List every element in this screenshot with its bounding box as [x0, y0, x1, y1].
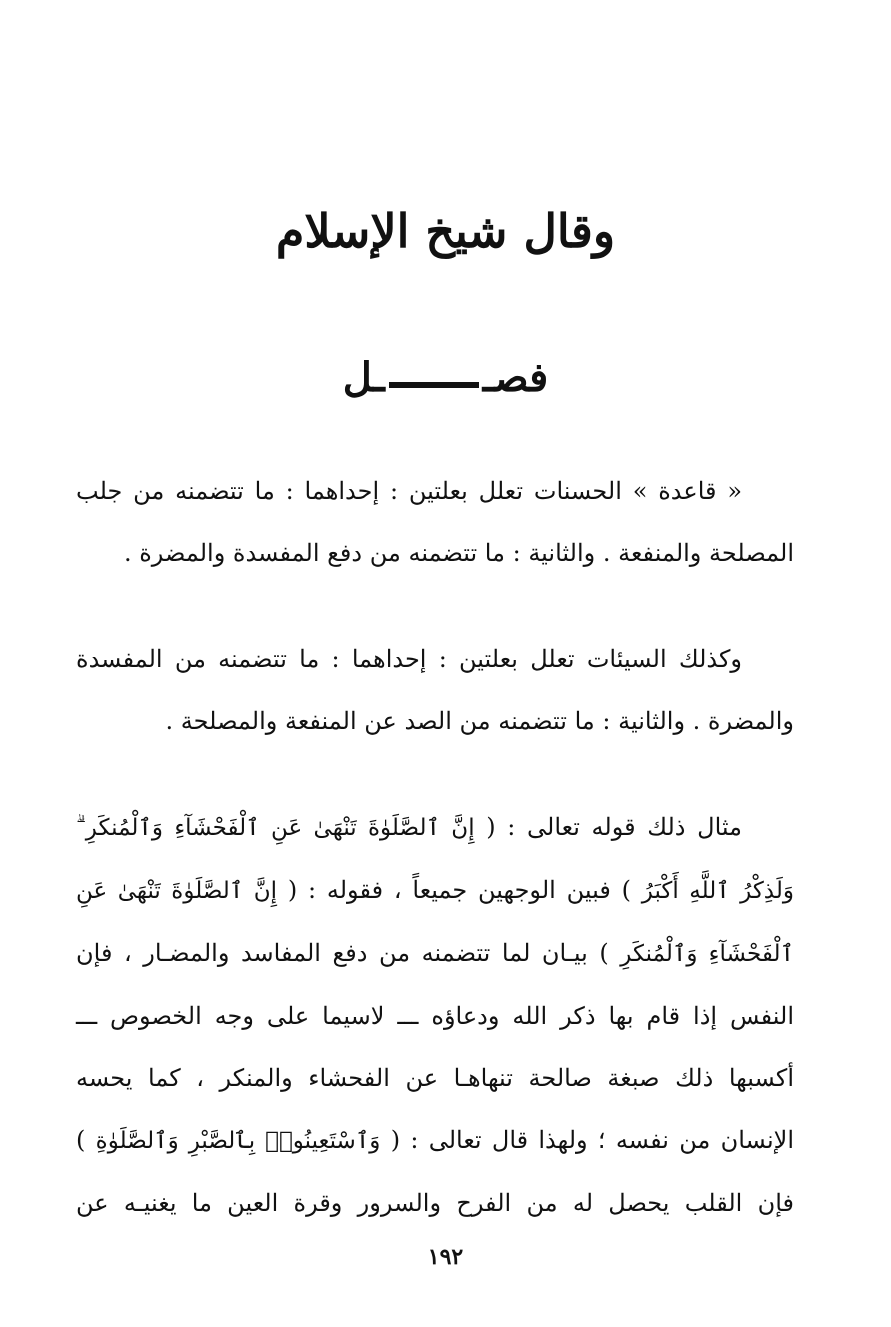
- page-title: وقال شيخ الإسلام: [275, 204, 616, 258]
- quran-verse: إِنَّ ٱلصَّلَوٰةَ تَنْهَىٰ عَنِ ٱلْفَحْشَآءِ وَٱلْمُنكَرِ ۗ وَلَذِكْرُ ٱللَّهِ أَكْبَرُ: [76, 815, 794, 904]
- paragraph-text: وكذلك السيئات تعلل بعلتين : إحداهما : ما تتضمنه من المفسدة والمضرة . والثانية : ما تتضمنه من الصد عن المنفعة والمصلحة .: [76, 645, 794, 735]
- paragraph-example: [76, 796, 794, 1234]
- quran-verse: إِنَّ ٱلصَّلَوٰةَ تَنْهَىٰ عَنِ ٱلْفَحْشَآءِ وَٱلْمُنكَرِ: [76, 878, 794, 967]
- section-heading-start: فصـ: [482, 354, 549, 401]
- quran-verse: وَٱسْتَعِينُوا۟ بِٱلصَّبْرِ وَٱلصَّلَوٰةِ: [95, 1128, 381, 1154]
- paragraph-text-middle: ) بيـان لما تتضمنه من دفع المفاسد والمضـار ، فإن النفس إذا قام بها ذكر الله ودعاؤه ـــ لاسيما على وجه الخصوص ـــ أكسبها ذلك صبغة صالحة تنهاهـا عن الفحشاء والمنكر ، كما يحسه الإنسان من نفسه ؛ ولهذا قال تعالى : (: [76, 939, 794, 1154]
- paragraph-text-after: ) فإن القلب يحصل له من الفرح والسرور وقرة العين ما يغنيـه عن: [76, 1126, 795, 1217]
- paragraph-evils: [76, 628, 794, 752]
- section-heading-end: ـل: [342, 354, 385, 401]
- heading-kashida-bar: [389, 382, 479, 388]
- body-text: [76, 460, 794, 1234]
- paragraph-text: « قاعدة » الحسنات تعلل بعلتين : إحداهما : ما تتضمنه من جلب المصلحة والمنفعة . والثانية : ما تتضمنه من دفع المفسدة والمضرة .: [76, 477, 794, 567]
- section-heading: [0, 354, 891, 401]
- page-number: ١٩٢: [427, 1244, 464, 1270]
- paragraph-text-before: مثال ذلك قوله تعالى : (: [486, 813, 742, 841]
- paragraph-rule: [76, 460, 794, 584]
- paragraph-text-middle: ) فبين الوجهين جميعاً ، فقوله : (: [287, 876, 631, 904]
